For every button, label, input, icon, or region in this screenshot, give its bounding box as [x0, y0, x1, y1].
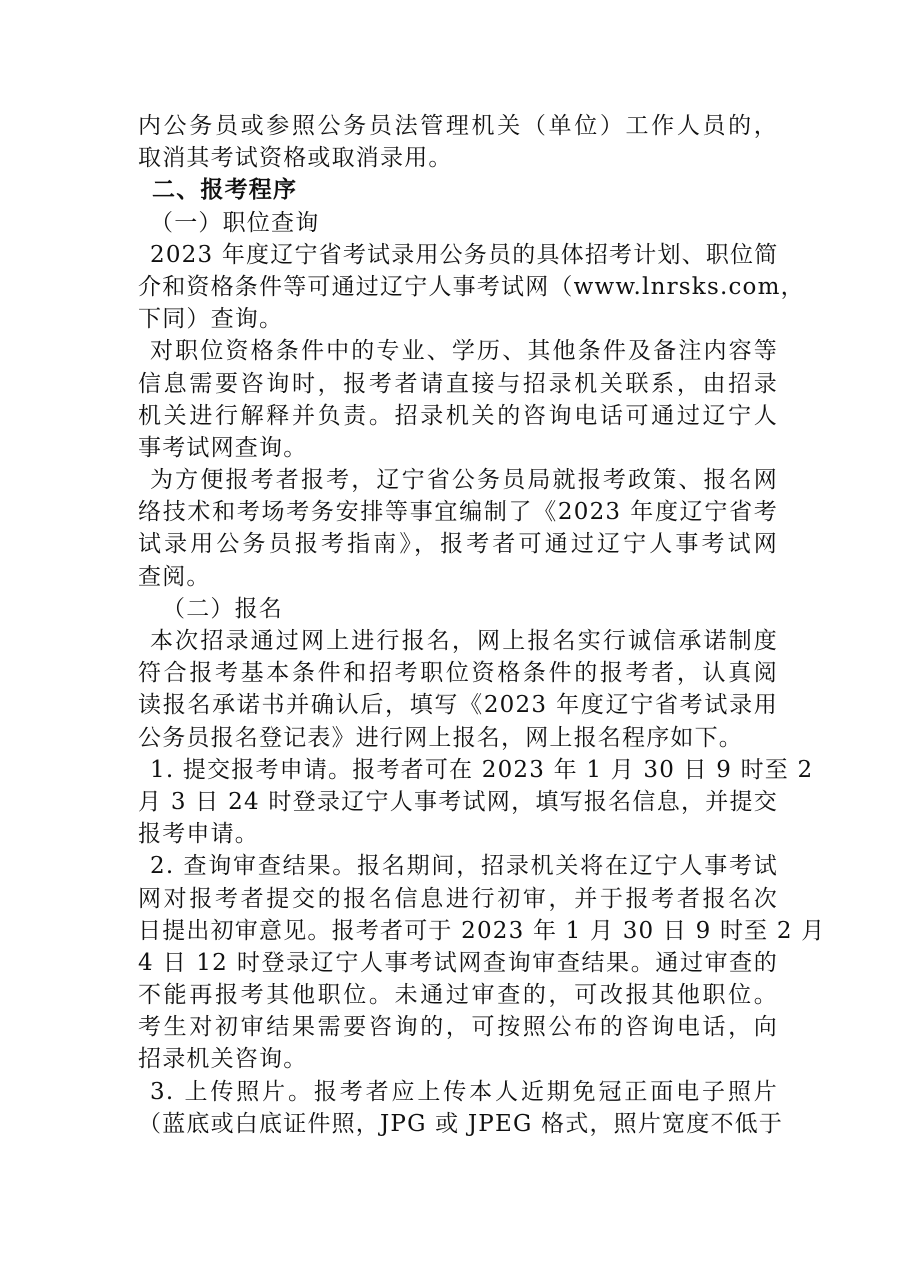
text-line: 机关进行解释并负责。招录机关的咨询电话可通过辽宁人 — [138, 402, 778, 429]
text-line: （蓝底或白底证件照，JPG 或 JPEG 格式，照片宽度不低于 — [138, 1110, 784, 1137]
text-line: 考生对初审结果需要咨询的，可按照公布的咨询电话，向 — [138, 1014, 778, 1041]
text-line: 3. 上传照片。报考者应上传本人近期免冠正面电子照片 — [150, 1078, 778, 1105]
text-line: 本次招录通过网上进行报名，网上报名实行诚信承诺制度 — [150, 628, 778, 654]
text-line: 2023 年度辽宁省考试录用公务员的具体招考计划、职位简 — [150, 241, 779, 268]
text-line: 信息需要咨询时，报考者请直接与招录机关联系，由招录 — [138, 370, 778, 397]
text-line: 查阅。 — [138, 563, 211, 590]
text-line: 日提出初审意见。报考者可于 2023 年 1 月 30 日 9 时至 2 月 — [138, 917, 826, 944]
text-line: 读报名承诺书并确认后，填写《2023 年度辽宁省考试录用 — [138, 692, 778, 719]
text-line: 符合报考基本条件和招考职位资格条件的报考者，认真阅 — [138, 660, 778, 687]
text-line: 招录机关咨询。 — [138, 1046, 308, 1073]
text-line: 公务员报名登记表》进行网上报名，网上报名程序如下。 — [138, 724, 743, 751]
text-line: 报考申请。 — [138, 821, 259, 848]
text-line: 1. 提交报考申请。报考者可在 2023 年 1 月 30 日 9 时至 2 — [150, 756, 814, 783]
text-line: 下同）查询。 — [138, 306, 284, 333]
text-line: 月 3 日 24 时登录辽宁人事考试网，填写报名信息，并提交 — [138, 788, 778, 815]
text-line: 对职位资格条件中的专业、学历、其他条件及备注内容等 — [150, 338, 778, 365]
text-line: 介和资格条件等可通过辽宁人事考试网（www.lnrsks.com， — [138, 273, 805, 300]
text-line: 取消其考试资格或取消录用。 — [138, 145, 453, 172]
text-line: 网对报考者提交的报名信息进行初审，并于报考者报名次 — [138, 885, 778, 912]
subsection-heading: （二）报名 — [162, 595, 283, 622]
text-line: 内公务员或参照公务员法管理机关（单位）工作人员的， — [138, 113, 778, 139]
subsection-heading: （一）职位查询 — [150, 209, 320, 236]
text-line: 不能再报考其他职位。未通过审查的，可改报其他职位。 — [138, 982, 778, 1009]
section-heading: 二、报考程序 — [152, 177, 298, 204]
text-line: 事考试网查询。 — [138, 434, 308, 461]
text-line: 为方便报考者报考，辽宁省公务员局就报考政策、报名网 — [150, 467, 778, 494]
text-line: 4 日 12 时登录辽宁人事考试网查询审查结果。通过审查的 — [138, 949, 778, 976]
document-body — [138, 110, 826, 1140]
text-line: 2. 查询审查结果。报名期间，招录机关将在辽宁人事考试 — [150, 853, 778, 880]
text-line: 络技术和考场考务安排等事宜编制了《2023 年度辽宁省考 — [138, 499, 778, 526]
text-line: 试录用公务员报考指南》，报考者可通过辽宁人事考试网 — [138, 531, 778, 558]
